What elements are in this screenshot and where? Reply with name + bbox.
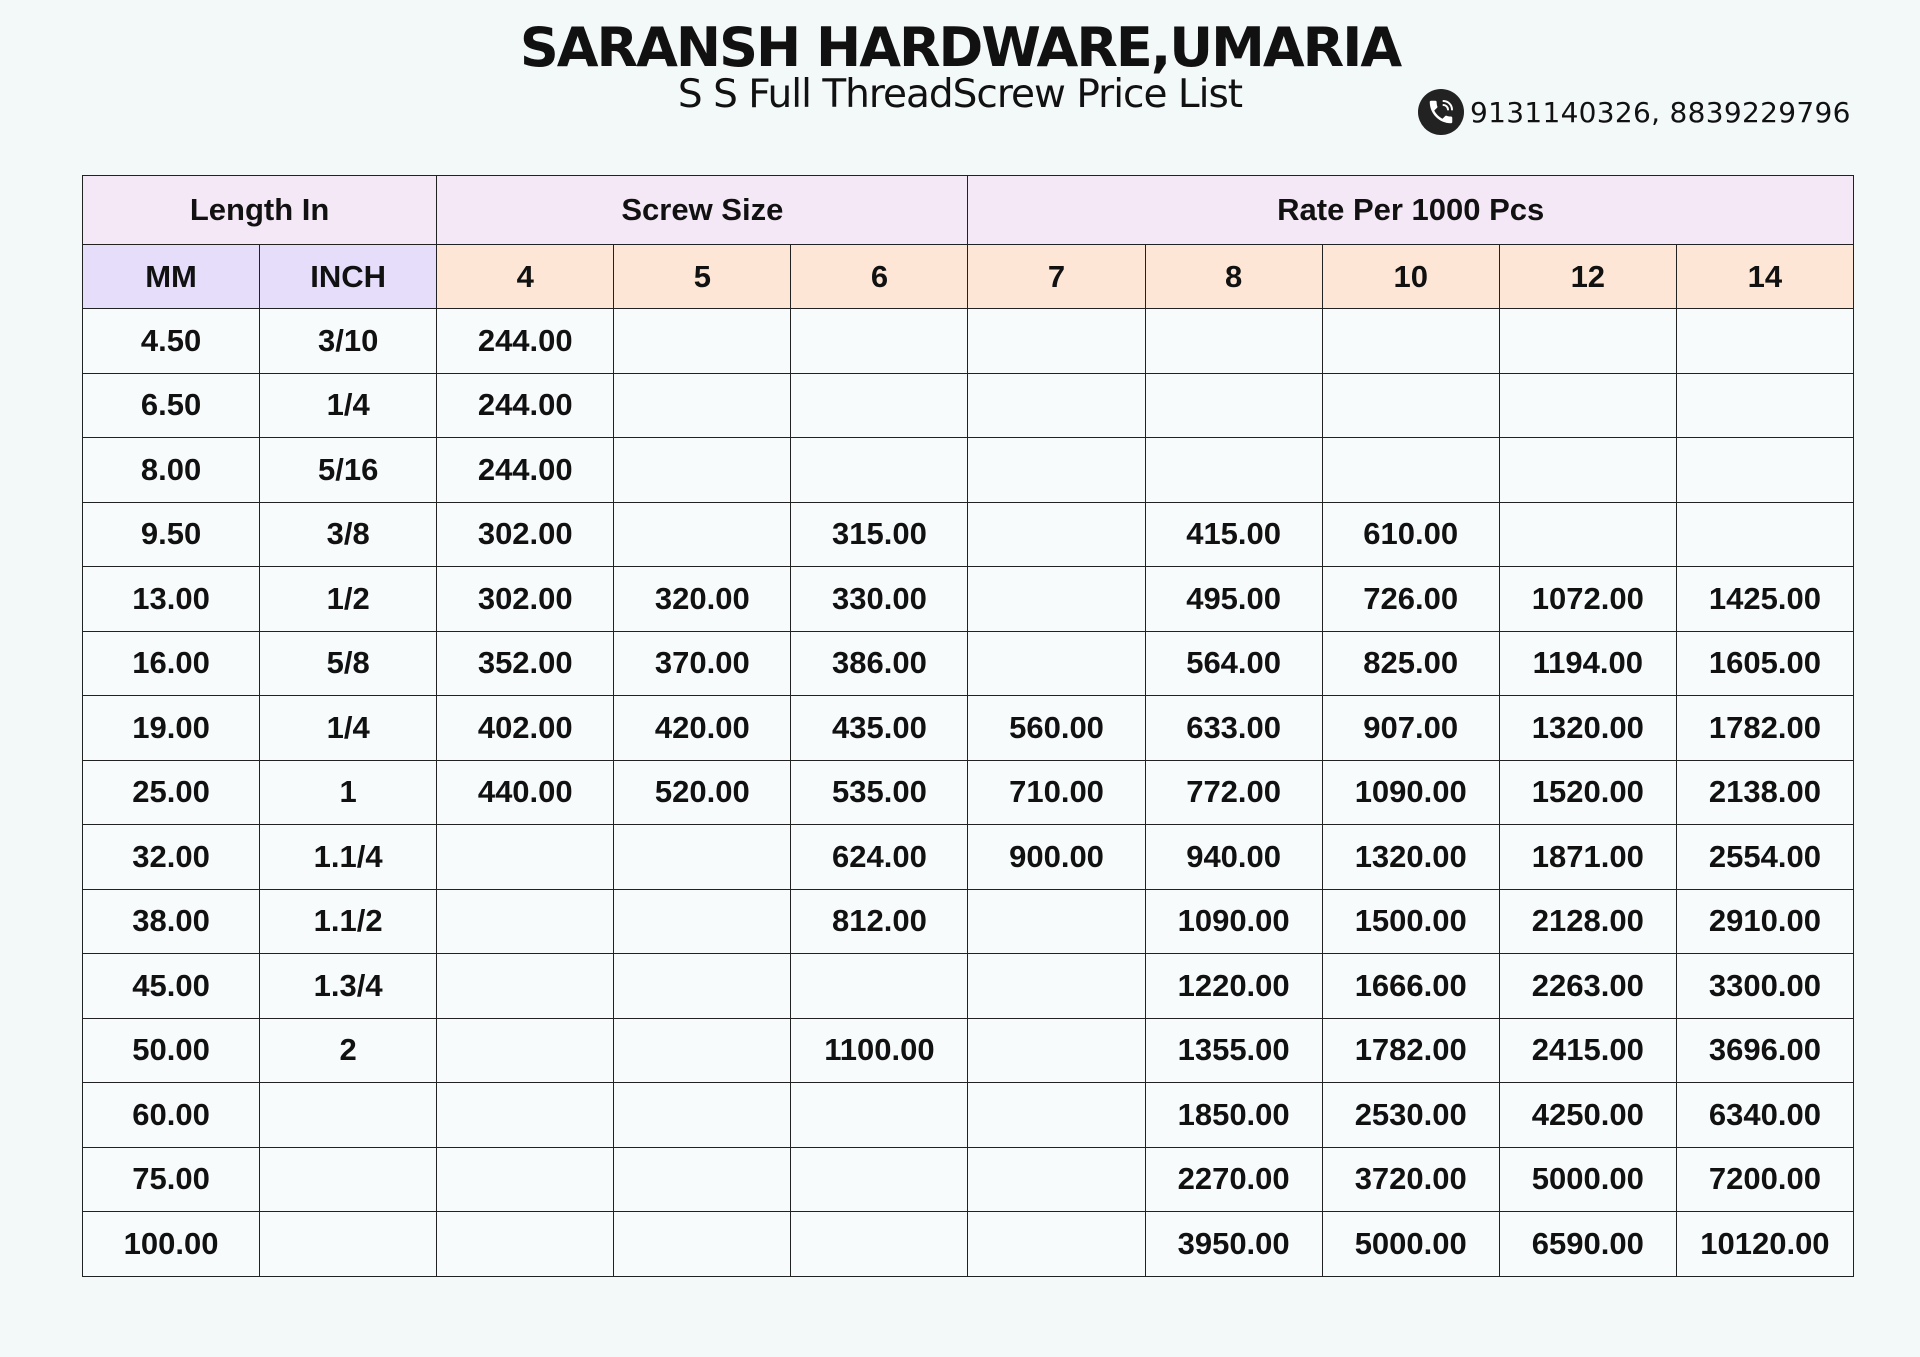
table-cell-size-5 xyxy=(614,373,791,438)
table-cell-size-5 xyxy=(614,438,791,503)
table-cell-inch: 1 xyxy=(260,760,437,825)
table-cell-size-5 xyxy=(614,825,791,890)
table-cell-inch: 1/4 xyxy=(260,373,437,438)
table-row xyxy=(83,825,1854,890)
column-header-size-8: 8 xyxy=(1145,245,1322,309)
table-cell-size-5 xyxy=(614,889,791,954)
table-cell-size-14: 1605.00 xyxy=(1676,631,1853,696)
table-cell-size-6: 315.00 xyxy=(791,502,968,567)
table-cell-mm: 25.00 xyxy=(83,760,260,825)
column-header-size-14: 14 xyxy=(1676,245,1853,309)
table-cell-size-6 xyxy=(791,309,968,374)
table-cell-size-10: 1666.00 xyxy=(1322,954,1499,1019)
table-cell-size-4: 352.00 xyxy=(437,631,614,696)
group-header-row xyxy=(83,176,1854,245)
table-cell-size-5 xyxy=(614,309,791,374)
table-cell-size-7 xyxy=(968,889,1145,954)
table-cell-size-10: 2530.00 xyxy=(1322,1083,1499,1148)
column-header-size-5: 5 xyxy=(614,245,791,309)
table-row xyxy=(83,760,1854,825)
table-cell-size-7 xyxy=(968,954,1145,1019)
table-cell-inch: 1.3/4 xyxy=(260,954,437,1019)
price-table-body xyxy=(83,309,1854,1277)
table-cell-size-10: 726.00 xyxy=(1322,567,1499,632)
table-cell-inch: 2 xyxy=(260,1018,437,1083)
table-cell-size-7 xyxy=(968,1083,1145,1148)
table-cell-size-14 xyxy=(1676,502,1853,567)
table-cell-mm: 60.00 xyxy=(83,1083,260,1148)
table-cell-size-12: 1520.00 xyxy=(1499,760,1676,825)
table-cell-size-8: 415.00 xyxy=(1145,502,1322,567)
table-cell-size-5: 520.00 xyxy=(614,760,791,825)
table-row xyxy=(83,567,1854,632)
table-cell-mm: 100.00 xyxy=(83,1212,260,1277)
table-cell-mm: 9.50 xyxy=(83,502,260,567)
table-row xyxy=(83,1083,1854,1148)
table-cell-inch xyxy=(260,1083,437,1148)
column-header-mm: MM xyxy=(83,245,260,309)
column-header-size-7: 7 xyxy=(968,245,1145,309)
table-cell-size-7: 710.00 xyxy=(968,760,1145,825)
table-cell-mm: 16.00 xyxy=(83,631,260,696)
table-cell-size-8: 1850.00 xyxy=(1145,1083,1322,1148)
table-cell-size-7 xyxy=(968,309,1145,374)
table-cell-size-5 xyxy=(614,502,791,567)
table-cell-size-12 xyxy=(1499,309,1676,374)
table-cell-size-14: 7200.00 xyxy=(1676,1147,1853,1212)
table-row xyxy=(83,309,1854,374)
table-cell-size-4 xyxy=(437,1212,614,1277)
table-cell-size-10: 1090.00 xyxy=(1322,760,1499,825)
table-cell-size-14: 2910.00 xyxy=(1676,889,1853,954)
table-cell-size-14: 2554.00 xyxy=(1676,825,1853,890)
table-cell-size-12: 4250.00 xyxy=(1499,1083,1676,1148)
table-cell-size-12: 1194.00 xyxy=(1499,631,1676,696)
table-row xyxy=(83,438,1854,503)
header-length-in: Length In xyxy=(83,176,437,245)
table-row xyxy=(83,696,1854,761)
table-cell-size-6 xyxy=(791,1212,968,1277)
table-cell-size-14: 2138.00 xyxy=(1676,760,1853,825)
table-cell-size-6: 812.00 xyxy=(791,889,968,954)
table-cell-size-5 xyxy=(614,954,791,1019)
table-cell-mm: 6.50 xyxy=(83,373,260,438)
table-row xyxy=(83,1018,1854,1083)
contact-info xyxy=(1418,88,1851,136)
header-rate-per-1000: Rate Per 1000 Pcs xyxy=(968,176,1853,245)
table-cell-size-5: 370.00 xyxy=(614,631,791,696)
table-cell-size-12: 2263.00 xyxy=(1499,954,1676,1019)
column-header-row xyxy=(83,245,1854,309)
column-header-inch: INCH xyxy=(260,245,437,309)
table-cell-size-4 xyxy=(437,825,614,890)
table-cell-size-7 xyxy=(968,1018,1145,1083)
table-cell-size-5: 420.00 xyxy=(614,696,791,761)
table-cell-size-14: 3696.00 xyxy=(1676,1018,1853,1083)
table-cell-size-12: 2415.00 xyxy=(1499,1018,1676,1083)
table-cell-size-10: 3720.00 xyxy=(1322,1147,1499,1212)
table-cell-size-8: 940.00 xyxy=(1145,825,1322,890)
table-cell-size-10 xyxy=(1322,438,1499,503)
table-cell-size-7 xyxy=(968,1212,1145,1277)
table-cell-size-8: 633.00 xyxy=(1145,696,1322,761)
price-table xyxy=(82,175,1854,1277)
shop-title: SARANSH HARDWARE,UMARIA xyxy=(519,16,1401,79)
table-cell-size-14: 3300.00 xyxy=(1676,954,1853,1019)
table-cell-size-10: 825.00 xyxy=(1322,631,1499,696)
table-cell-size-4 xyxy=(437,889,614,954)
table-cell-size-6: 386.00 xyxy=(791,631,968,696)
table-cell-size-12: 1320.00 xyxy=(1499,696,1676,761)
table-cell-size-10: 1500.00 xyxy=(1322,889,1499,954)
table-cell-size-8: 1090.00 xyxy=(1145,889,1322,954)
table-cell-size-8 xyxy=(1145,373,1322,438)
table-cell-size-10 xyxy=(1322,373,1499,438)
table-cell-size-14: 6340.00 xyxy=(1676,1083,1853,1148)
table-cell-size-12: 5000.00 xyxy=(1499,1147,1676,1212)
table-cell-size-6: 330.00 xyxy=(791,567,968,632)
column-header-size-6: 6 xyxy=(791,245,968,309)
table-cell-size-4: 302.00 xyxy=(437,502,614,567)
table-cell-size-4: 402.00 xyxy=(437,696,614,761)
table-cell-size-12 xyxy=(1499,502,1676,567)
table-cell-size-6 xyxy=(791,954,968,1019)
table-cell-inch: 5/8 xyxy=(260,631,437,696)
table-row xyxy=(83,631,1854,696)
header-screw-size: Screw Size xyxy=(437,176,968,245)
table-cell-size-10 xyxy=(1322,309,1499,374)
table-cell-mm: 45.00 xyxy=(83,954,260,1019)
table-cell-size-8: 772.00 xyxy=(1145,760,1322,825)
table-cell-size-4 xyxy=(437,1147,614,1212)
table-cell-size-5 xyxy=(614,1083,791,1148)
table-cell-size-7 xyxy=(968,1147,1145,1212)
table-cell-size-7: 560.00 xyxy=(968,696,1145,761)
table-cell-size-7 xyxy=(968,438,1145,503)
table-cell-size-4: 244.00 xyxy=(437,373,614,438)
table-cell-size-10: 1782.00 xyxy=(1322,1018,1499,1083)
table-cell-size-6 xyxy=(791,1147,968,1212)
table-cell-size-10: 610.00 xyxy=(1322,502,1499,567)
table-cell-size-5 xyxy=(614,1018,791,1083)
table-cell-size-4: 244.00 xyxy=(437,438,614,503)
table-cell-size-7 xyxy=(968,373,1145,438)
table-cell-inch: 1.1/2 xyxy=(260,889,437,954)
table-row xyxy=(83,502,1854,567)
table-cell-size-5 xyxy=(614,1147,791,1212)
table-cell-size-8: 564.00 xyxy=(1145,631,1322,696)
table-cell-size-5: 320.00 xyxy=(614,567,791,632)
table-cell-size-12: 2128.00 xyxy=(1499,889,1676,954)
table-cell-size-8 xyxy=(1145,309,1322,374)
phone-numbers: 9131140326, 8839229796 xyxy=(1470,95,1851,129)
table-cell-size-7 xyxy=(968,502,1145,567)
table-cell-size-8: 1220.00 xyxy=(1145,954,1322,1019)
table-cell-mm: 50.00 xyxy=(83,1018,260,1083)
table-cell-size-14 xyxy=(1676,309,1853,374)
table-cell-size-6: 535.00 xyxy=(791,760,968,825)
table-cell-size-4: 244.00 xyxy=(437,309,614,374)
table-cell-size-12: 1871.00 xyxy=(1499,825,1676,890)
table-cell-size-6: 624.00 xyxy=(791,825,968,890)
table-cell-mm: 32.00 xyxy=(83,825,260,890)
table-cell-inch: 1/2 xyxy=(260,567,437,632)
column-header-size-4: 4 xyxy=(437,245,614,309)
table-cell-size-8: 2270.00 xyxy=(1145,1147,1322,1212)
table-cell-size-6 xyxy=(791,1083,968,1148)
table-cell-size-8: 3950.00 xyxy=(1145,1212,1322,1277)
table-cell-size-5 xyxy=(614,1212,791,1277)
table-cell-size-4: 302.00 xyxy=(437,567,614,632)
table-cell-mm: 8.00 xyxy=(83,438,260,503)
table-cell-size-14 xyxy=(1676,438,1853,503)
table-cell-mm: 75.00 xyxy=(83,1147,260,1212)
table-cell-size-12: 6590.00 xyxy=(1499,1212,1676,1277)
table-cell-inch: 3/10 xyxy=(260,309,437,374)
table-cell-mm: 13.00 xyxy=(83,567,260,632)
table-cell-size-14: 1782.00 xyxy=(1676,696,1853,761)
table-row xyxy=(83,954,1854,1019)
table-row xyxy=(83,1212,1854,1277)
phone-icon xyxy=(1418,89,1464,135)
table-cell-size-6 xyxy=(791,373,968,438)
table-cell-size-10: 5000.00 xyxy=(1322,1212,1499,1277)
table-row xyxy=(83,1147,1854,1212)
table-cell-size-8 xyxy=(1145,438,1322,503)
table-cell-size-4 xyxy=(437,1083,614,1148)
price-list-subtitle: S S Full ThreadScrew Price List xyxy=(677,72,1243,117)
table-cell-size-7 xyxy=(968,631,1145,696)
table-cell-mm: 4.50 xyxy=(83,309,260,374)
table-cell-size-7: 900.00 xyxy=(968,825,1145,890)
table-cell-size-12 xyxy=(1499,438,1676,503)
table-cell-inch: 1.1/4 xyxy=(260,825,437,890)
table-cell-size-4 xyxy=(437,1018,614,1083)
table-cell-inch xyxy=(260,1147,437,1212)
table-cell-inch: 5/16 xyxy=(260,438,437,503)
table-cell-size-4: 440.00 xyxy=(437,760,614,825)
table-cell-size-14 xyxy=(1676,373,1853,438)
table-cell-size-7 xyxy=(968,567,1145,632)
table-row xyxy=(83,373,1854,438)
column-header-size-10: 10 xyxy=(1322,245,1499,309)
table-cell-size-8: 495.00 xyxy=(1145,567,1322,632)
table-row xyxy=(83,889,1854,954)
table-cell-size-12 xyxy=(1499,373,1676,438)
table-cell-mm: 38.00 xyxy=(83,889,260,954)
table-cell-size-6: 435.00 xyxy=(791,696,968,761)
table-cell-size-10: 1320.00 xyxy=(1322,825,1499,890)
table-cell-inch: 1/4 xyxy=(260,696,437,761)
table-cell-size-6: 1100.00 xyxy=(791,1018,968,1083)
table-cell-size-12: 1072.00 xyxy=(1499,567,1676,632)
table-cell-size-14: 10120.00 xyxy=(1676,1212,1853,1277)
table-cell-inch: 3/8 xyxy=(260,502,437,567)
table-cell-size-4 xyxy=(437,954,614,1019)
table-cell-size-14: 1425.00 xyxy=(1676,567,1853,632)
table-cell-size-10: 907.00 xyxy=(1322,696,1499,761)
table-cell-size-8: 1355.00 xyxy=(1145,1018,1322,1083)
table-cell-mm: 19.00 xyxy=(83,696,260,761)
table-cell-inch xyxy=(260,1212,437,1277)
table-cell-size-6 xyxy=(791,438,968,503)
column-header-size-12: 12 xyxy=(1499,245,1676,309)
